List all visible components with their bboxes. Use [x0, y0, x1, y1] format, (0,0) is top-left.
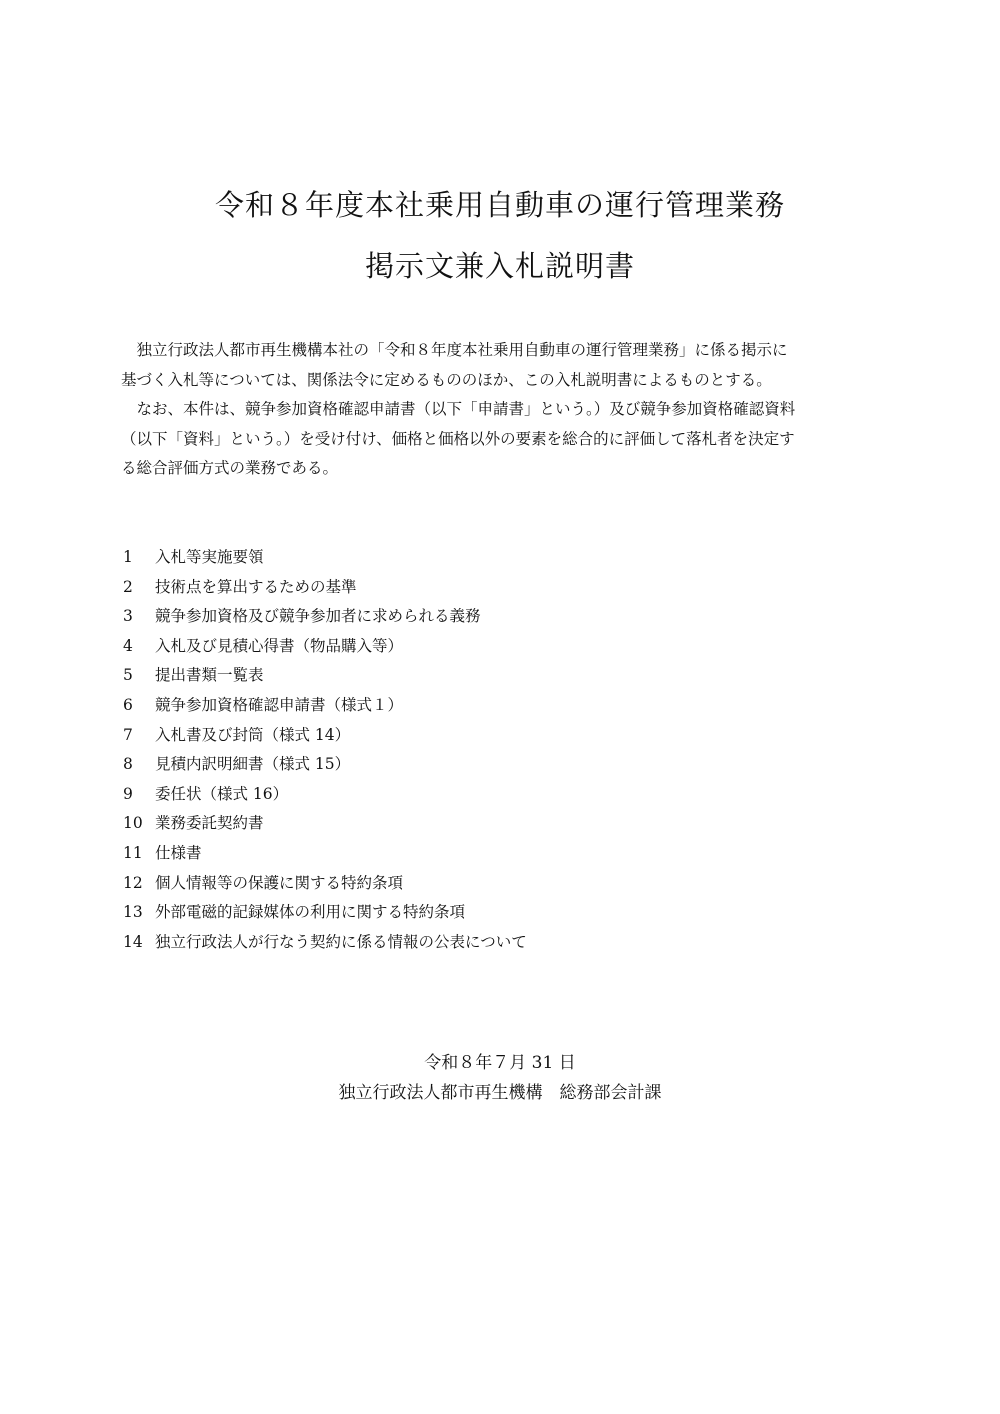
list-item-label: 個人情報等の保護に関する特約条項 — [155, 873, 404, 892]
document-title: 令和８年度本社乗用自動車の運行管理業務 — [214, 188, 785, 222]
list-item — [121, 602, 527, 632]
list-item — [121, 809, 527, 839]
list-item — [121, 691, 527, 721]
list-item — [121, 750, 527, 780]
list-item-label: 入札及び見積心得書（物品購入等） — [155, 636, 404, 655]
intro-paragraph-1 — [121, 336, 896, 395]
issuing-organization: 独立行政法人都市再生機構 総務部会計課 — [338, 1083, 662, 1103]
list-item-number: 7 — [123, 725, 133, 744]
intro-paragraph-2 — [121, 395, 896, 484]
list-item — [121, 632, 527, 662]
intro-paragraph-1-text: 独立行政法人都市再生機構本社の「令和８年度本社乗用自動車の運行管理業務」に係る掲示に 基づく入札等については、関係法令に定めるもののほか、この入札説明書によるものとする。 — [121, 341, 788, 389]
list-item-number: 12 — [123, 873, 143, 892]
list-item-label: 委任状（様式 16） — [155, 784, 289, 803]
list-item — [121, 573, 527, 603]
list-item-number: 4 — [123, 636, 133, 655]
list-item-number: 10 — [123, 814, 143, 833]
list-item-number: 8 — [123, 755, 133, 774]
intro-paragraph-2-text: なお、本件は、競争参加資格確認申請書（以下「申請書」という。）及び競争参加資格確認資料 （以下「資料」という。）を受け付け、価格と価格以外の要素を総合的に評価して落札者を決定す る総合評価方式の業務である。 — [121, 400, 796, 477]
list-item-number: 3 — [123, 607, 133, 626]
list-item-label: 独立行政法人が行なう契約に係る情報の公表について — [155, 932, 527, 951]
list-item — [121, 661, 527, 691]
list-item-label: 仕様書 — [155, 843, 202, 862]
list-item — [121, 721, 527, 751]
list-item — [121, 543, 527, 573]
list-item-label: 提出書類一覧表 — [155, 666, 264, 685]
list-item-label: 入札等実施要領 — [155, 548, 264, 566]
list-item-label: 入札書及び封筒（様式 14） — [155, 725, 351, 744]
list-item-label: 外部電磁的記録媒体の利用に関する特約条項 — [155, 903, 466, 922]
list-item — [121, 898, 527, 928]
issue-date: 令和８年７月 31 日 — [424, 1053, 576, 1073]
list-item-label: 業務委託契約書 — [155, 814, 264, 833]
list-item-number: 14 — [123, 932, 143, 951]
list-item — [121, 928, 527, 958]
attachment-list — [121, 543, 527, 957]
list-item-label: 見積内訳明細書（様式 15） — [155, 755, 351, 774]
list-item — [121, 780, 527, 810]
list-item — [121, 839, 527, 869]
list-item-label: 競争参加資格及び競争参加者に求められる義務 — [155, 607, 481, 626]
list-item-number: 5 — [123, 666, 133, 685]
list-item — [121, 869, 527, 899]
list-item-number: 11 — [123, 843, 143, 862]
list-item-label: 競争参加資格確認申請書（様式１） — [155, 695, 404, 714]
list-item-number: 1 — [123, 548, 133, 566]
list-item-number: 2 — [123, 577, 133, 596]
document-subtitle: 掲示文兼入札説明書 — [364, 249, 635, 283]
list-item-label: 技術点を算出するための基準 — [155, 577, 357, 596]
list-item-number: 9 — [123, 784, 133, 803]
list-item-number: 6 — [123, 695, 133, 714]
list-item-number: 13 — [123, 903, 143, 922]
